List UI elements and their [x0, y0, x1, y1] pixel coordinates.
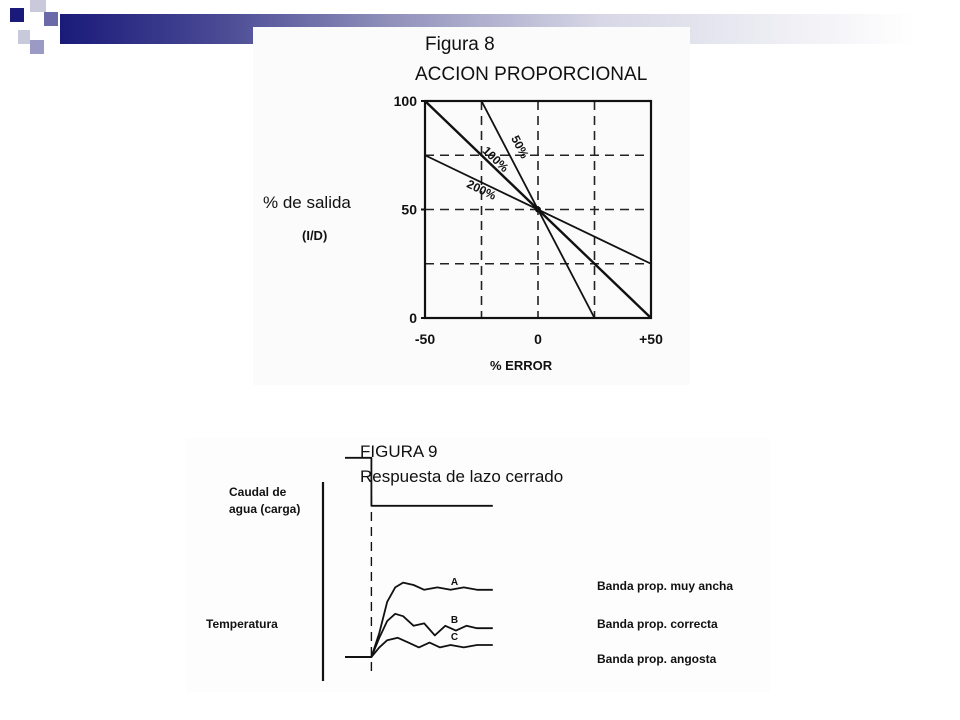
fig8-subtitle: ACCION PROPORCIONAL	[415, 64, 648, 85]
fig8-xlabel: % ERROR	[490, 358, 553, 373]
fig9-series-label: Banda prop. angosta	[597, 652, 717, 666]
fig8-y-tick-label: 50	[401, 201, 417, 218]
fig8-y-tick-label: 100	[393, 93, 417, 109]
fig9-series-letter: C	[450, 632, 459, 643]
fig8-series-label: 50%	[508, 133, 532, 161]
fig8-intersection-point	[535, 207, 541, 213]
fig8-title: Figura 8	[425, 34, 495, 55]
fig9-series	[345, 458, 733, 666]
fig8-series-label: 200%	[464, 176, 499, 203]
fig8-x-tick-label: 0	[534, 331, 542, 347]
fig9-load-label-2: agua (carga)	[229, 502, 301, 516]
fig8-ylabel: % de salida	[263, 193, 351, 212]
fig9-subtitle: Respuesta de lazo cerrado	[360, 467, 564, 486]
fig8-x-tick-label: -50	[414, 331, 436, 347]
fig9-axes	[323, 482, 371, 681]
fig9-series-label: Banda prop. muy ancha	[597, 578, 734, 593]
fig9-series-letter: B	[450, 615, 459, 627]
fig9-load-label-1: Caudal de	[229, 485, 287, 499]
fig8-ylabel-sub: (I/D)	[302, 228, 328, 243]
fig9-title: FIGURA 9	[360, 442, 438, 461]
fig9-series-letter: A	[450, 576, 459, 588]
fig9-series-label: Banda prop. correcta	[597, 617, 718, 632]
fig8-x-tick-label: +50	[639, 331, 663, 347]
fig8-ticks	[394, 93, 663, 347]
fig9-temperature-label: Temperatura	[206, 617, 278, 631]
fig9-series-line-C	[345, 638, 493, 657]
fig8-series-label: 100%	[479, 143, 512, 175]
fig9-series-line-B	[345, 614, 493, 657]
fig8-y-tick-label: 0	[409, 310, 417, 326]
